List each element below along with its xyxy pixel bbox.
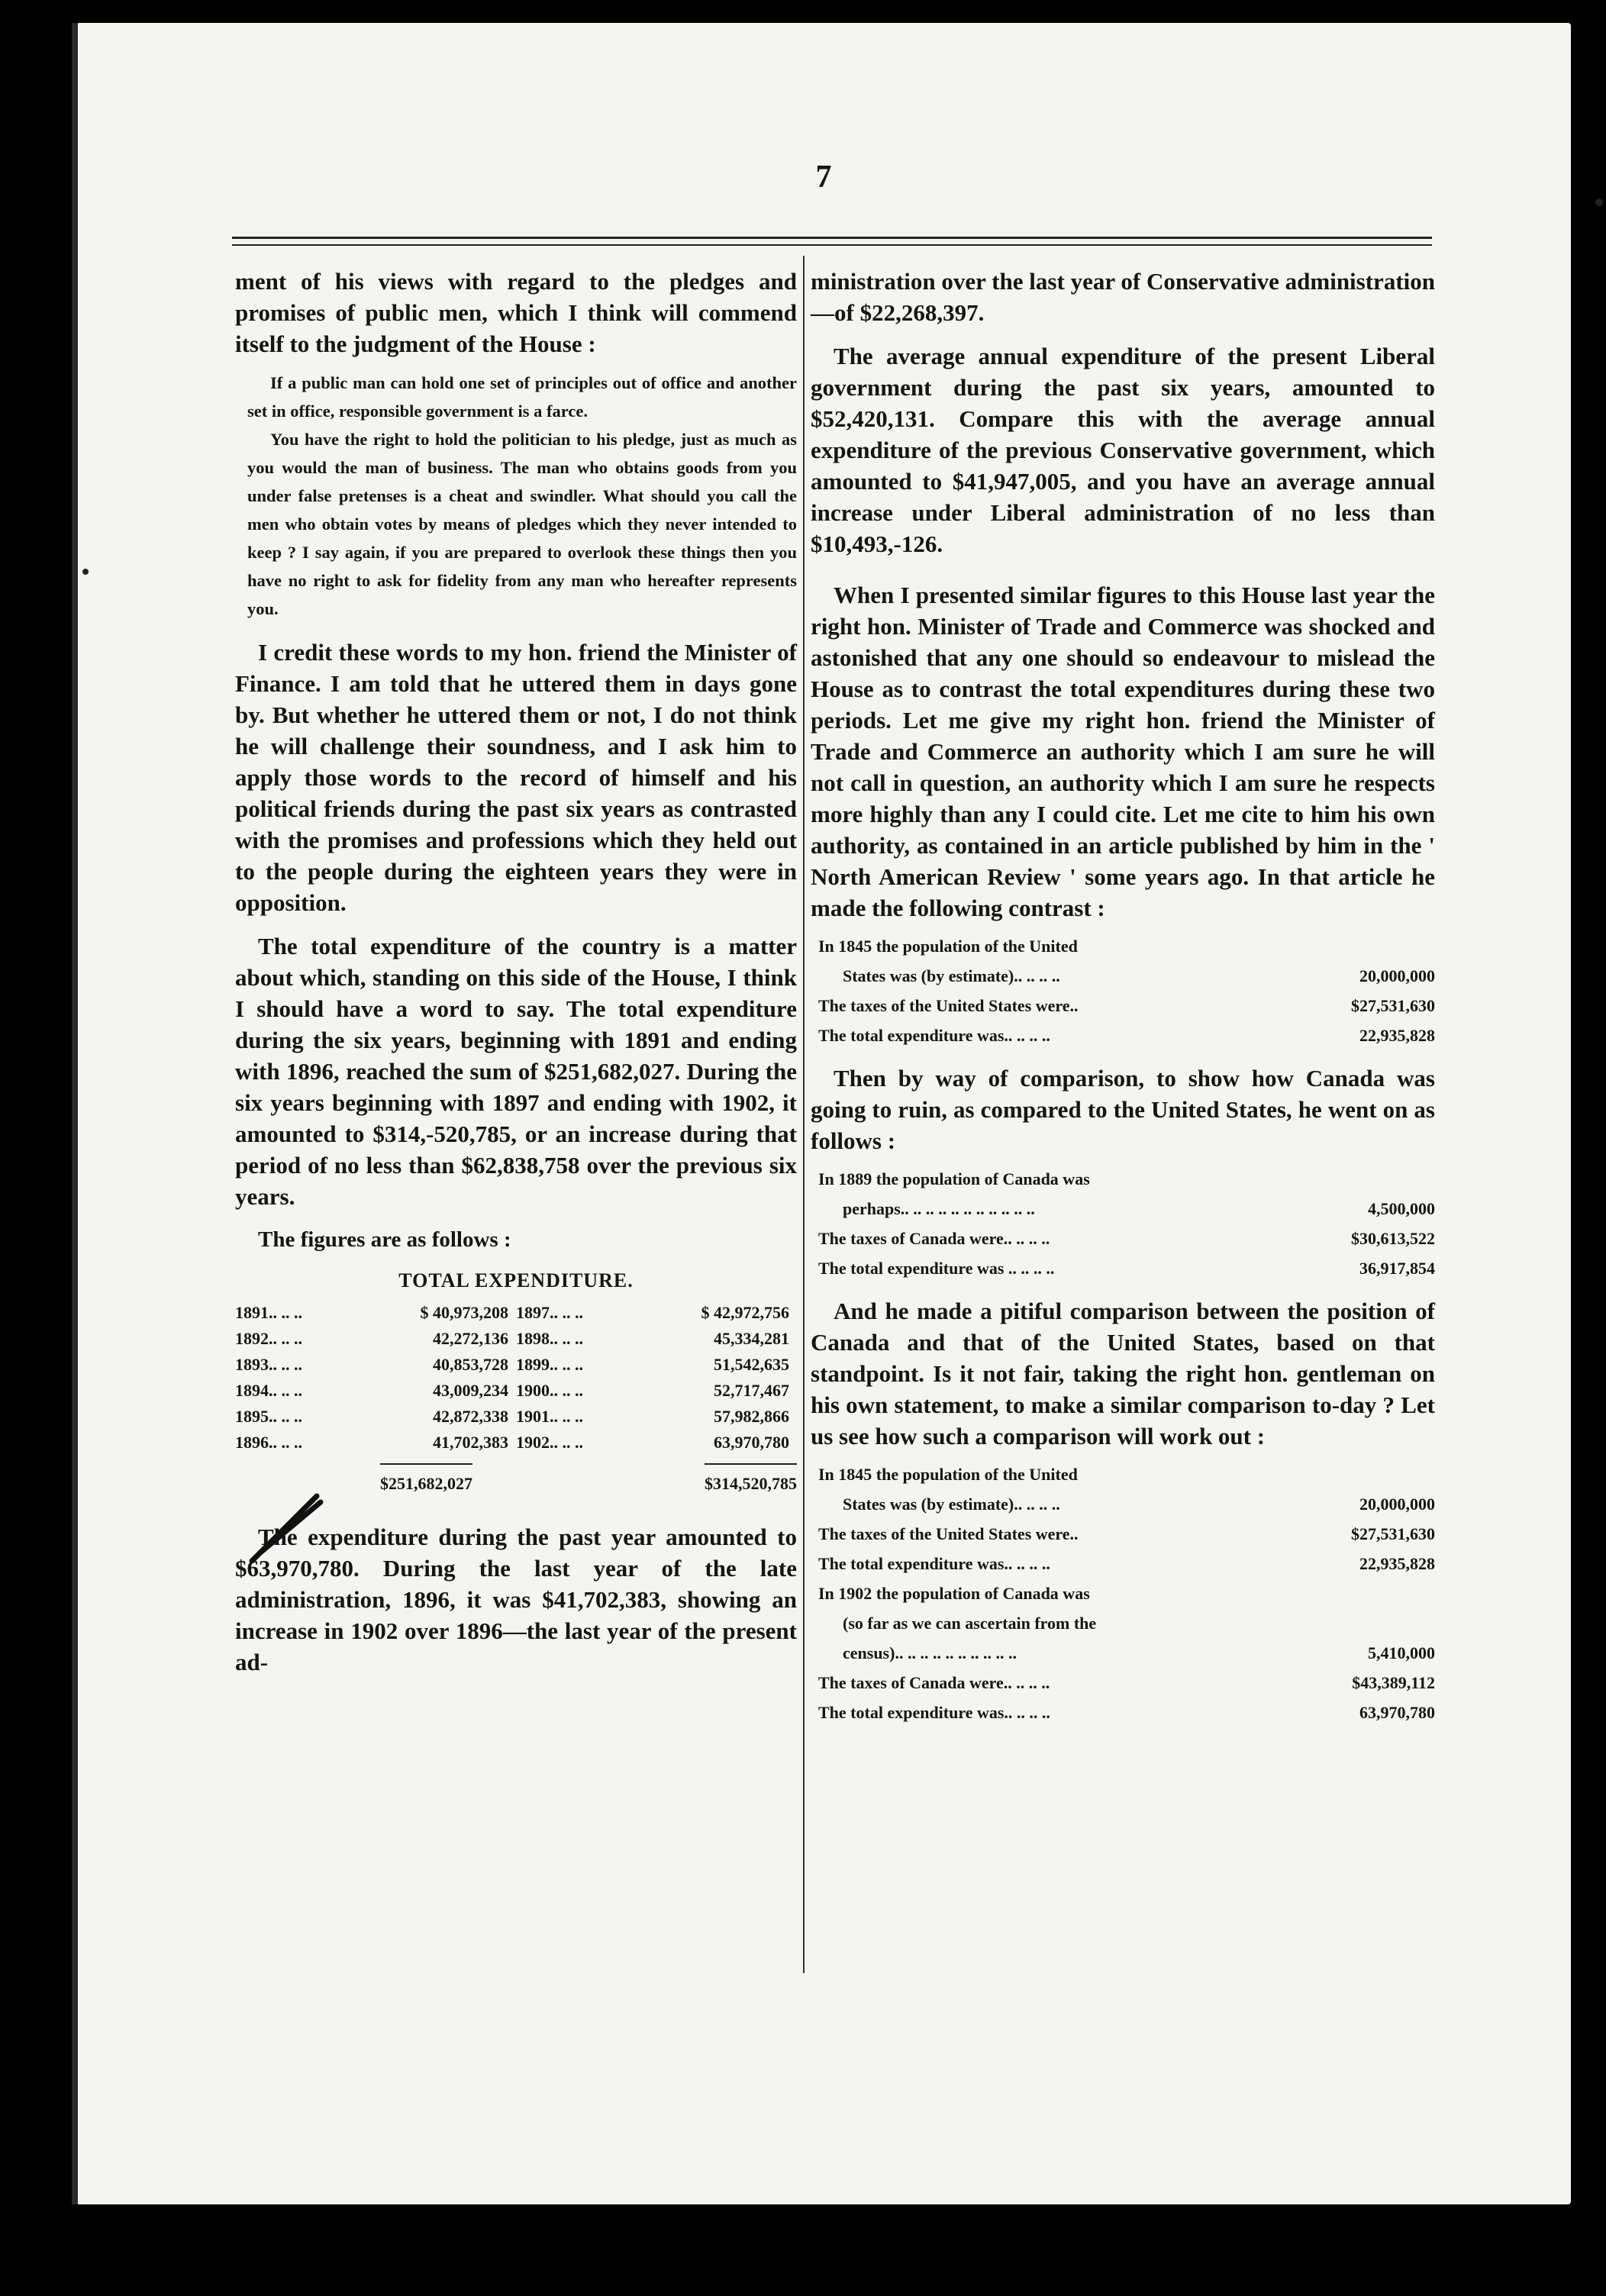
paragraph: The average annual expenditure of the present Liberal government during the past six years, amounted to $52,420,131. Compare this with the average annual expenditure of the previous Conservative government, which amounted to $41,947,005, and you have an average annual increase under Liberal administration of no less than $10,493,-126. <box>811 343 1435 557</box>
stat-label: perhaps.. .. .. .. .. .. .. .. .. .. .. <box>843 1199 1035 1218</box>
amount-cell: $ 42,972,756 <box>701 1303 789 1322</box>
document-page <box>76 23 1571 2204</box>
stat-label: census).. .. .. .. .. .. .. .. .. .. <box>843 1643 1017 1662</box>
stat-row <box>818 1668 1435 1698</box>
year-cell: 1891.. .. .. <box>235 1303 302 1322</box>
stat-value: 63,970,780 <box>1359 1703 1435 1722</box>
quote-paragraph: If a public man can hold one set of principles out of office and another set in office, responsible government is a farce. <box>247 373 797 421</box>
stat-label: The total expenditure was .. .. .. .. <box>818 1259 1055 1278</box>
stat-label: In 1845 the population of the United <box>818 1465 1078 1484</box>
stat-label: The taxes of Canada were.. .. .. .. <box>818 1229 1050 1248</box>
stat-row <box>818 931 1435 961</box>
table-title: TOTAL EXPENDITURE. <box>398 1269 634 1292</box>
stat-value: $27,531,630 <box>1351 996 1435 1015</box>
stat-row <box>818 1489 1435 1519</box>
year-cell: 1899.. .. .. <box>515 1355 583 1374</box>
stat-row <box>818 1194 1435 1224</box>
stat-row <box>818 1578 1435 1608</box>
amount-cell: 40,853,728 <box>432 1355 508 1374</box>
stat-label: The taxes of the United States were.. <box>818 1524 1079 1543</box>
amount-cell: 45,334,281 <box>714 1329 789 1348</box>
amount-cell: 43,009,234 <box>432 1381 508 1400</box>
block-quote <box>247 369 797 623</box>
margin-dot <box>82 569 89 575</box>
expenditure-table <box>235 1300 797 1456</box>
stat-row <box>818 1253 1435 1283</box>
amount-cell: 42,872,338 <box>432 1407 508 1426</box>
year-cell: 1896.. .. .. <box>235 1433 302 1452</box>
stat-row <box>818 1549 1435 1578</box>
stat-value: $30,613,522 <box>1351 1229 1435 1248</box>
stat-row <box>818 1608 1435 1638</box>
stat-value: 22,935,828 <box>1359 1554 1435 1573</box>
amount-cell: 41,702,383 <box>432 1433 508 1452</box>
year-cell: 1892.. .. .. <box>235 1329 302 1348</box>
amount-cell: 52,717,467 <box>714 1381 789 1400</box>
stat-label: States was (by estimate).. .. .. .. <box>843 966 1060 985</box>
year-cell: 1894.. .. .. <box>235 1381 302 1400</box>
stat-value: $27,531,630 <box>1351 1524 1435 1543</box>
year-cell: 1901.. .. .. <box>515 1407 583 1426</box>
table-row <box>235 1352 797 1378</box>
paragraph: Then by way of comparison, to show how Canada was going to ruin, as compared to the United States, he went on as follows : <box>811 1065 1435 1154</box>
total-1891-1896: $251,682,027 <box>380 1463 472 1494</box>
header-rule <box>232 237 1432 239</box>
stat-value: 4,500,000 <box>1368 1199 1435 1218</box>
year-cell: 1898.. .. .. <box>515 1329 583 1348</box>
stat-value: 22,935,828 <box>1359 1026 1435 1045</box>
binding-gutter <box>72 23 78 2204</box>
stat-row <box>818 991 1435 1021</box>
statistics-block <box>818 1164 1435 1283</box>
amount-cell: 63,970,780 <box>714 1433 789 1452</box>
year-cell: 1897.. .. .. <box>515 1303 583 1322</box>
table-row <box>235 1300 797 1326</box>
statistics-block <box>818 1459 1435 1727</box>
table-row <box>235 1430 797 1456</box>
stat-row <box>818 1224 1435 1253</box>
stat-row <box>818 1459 1435 1489</box>
year-cell: 1900.. .. .. <box>515 1381 583 1400</box>
stat-label: States was (by estimate).. .. .. .. <box>843 1495 1060 1514</box>
amount-cell: 42,272,136 <box>432 1329 508 1348</box>
stat-label: (so far as we can ascertain from the <box>843 1614 1097 1633</box>
stat-label: The taxes of the United States were.. <box>818 996 1079 1015</box>
amount-cell: $ 40,973,208 <box>420 1303 508 1322</box>
stat-label: The total expenditure was.. .. .. .. <box>818 1026 1050 1045</box>
pen-mark-icon <box>244 1488 328 1565</box>
stat-row <box>818 1021 1435 1050</box>
quote-paragraph: You have the right to hold the politician to his pledge, just as much as you would the man of business. The man who obtains goods from you under false pretenses is a cheat and swindler. What should you call the men who obtain votes by means of pledges which they never intended to keep ? I say again, if you are prepared to overlook these things then you have no right to ask for fidelity from any man who hereafter represents you. <box>247 430 797 618</box>
header-rule-thin <box>232 244 1432 246</box>
stat-label: The total expenditure was.. .. .. .. <box>818 1703 1050 1722</box>
page-number: 7 <box>815 160 832 195</box>
statistics-block <box>818 931 1435 1050</box>
total-1897-1902: $314,520,785 <box>705 1463 797 1494</box>
stat-label: The taxes of Canada were.. .. .. .. <box>818 1673 1050 1692</box>
stat-value: 20,000,000 <box>1359 1495 1435 1514</box>
paragraph: ment of his views with regard to the pledges and promises of public men, which I think will commend itself to the judgment of the House : <box>235 268 797 357</box>
paragraph: I credit these words to my hon. friend the Minister of Finance. I am told that he uttered them in days gone by. But whether he uttered them or not, I do not think he will challenge their soundness, and I ask him to apply those words to the record of himself and his political friends during the past six years as contrasted with the promises and professions which they held out to the people during the eighteen years they were in opposition. <box>235 639 797 916</box>
stat-row <box>818 1164 1435 1194</box>
paragraph: The figures are as follows : <box>258 1227 511 1252</box>
table-row <box>235 1378 797 1404</box>
paragraph: When I presented similar figures to this House last year the right hon. Minister of Trade and Commerce was shocked and astonished that any one should so endeavour to mislead the House as to contrast the total expenditures during these two periods. Let me give my right hon. friend the Minister of Trade and Commerce an authority which I am sure he will not call in question, an authority which I am sure he respects more highly than any I could cite. Let me cite to him his own authority, as contained in an article published by him in the ' North American Review ' some years ago. In that article he made the following contrast : <box>811 582 1435 921</box>
stat-row <box>818 1698 1435 1727</box>
stat-value: 36,917,854 <box>1359 1259 1435 1278</box>
margin-dot <box>1595 198 1603 206</box>
right-column <box>811 266 1435 1740</box>
column-divider <box>803 256 805 1973</box>
amount-cell: 57,982,866 <box>714 1407 789 1426</box>
paragraph: And he made a pitiful comparison between the position of Canada and that of the United States, based on that standpoint. Is it not fair, taking the right hon. gentleman on his own statement, to make a similar comparison to-day ? Let us see how such a comparison will work out : <box>811 1298 1435 1450</box>
stat-label: In 1889 the population of Canada was <box>818 1169 1090 1188</box>
table-row <box>235 1326 797 1352</box>
paragraph: The total expenditure of the country is a matter about which, standing on this side of the House, I think I should have a word to say. The total expenditure during the six years, beginning with 1891 and ending with 1896, reached the sum of $251,682,027. During the six years beginning with 1897 and ending with 1902, it amounted to $314,-520,785, or an increase during that period of no less than $62,838,758 over the previous six years. <box>235 933 797 1210</box>
stat-value: 20,000,000 <box>1359 966 1435 985</box>
stat-row <box>818 1638 1435 1668</box>
stat-label: In 1845 the population of the United <box>818 937 1078 956</box>
year-cell: 1895.. .. .. <box>235 1407 302 1426</box>
paragraph: The expenditure during the past year amounted to $63,970,780. During the last year of the late administration, 1896, it was $41,702,383, showing an increase in 1902 over 1896—the last year of the present ad- <box>235 1524 797 1675</box>
stat-row <box>818 1519 1435 1549</box>
stat-value: 5,410,000 <box>1368 1643 1435 1662</box>
amount-cell: 51,542,635 <box>714 1355 789 1374</box>
year-cell: 1893.. .. .. <box>235 1355 302 1374</box>
table-row <box>235 1404 797 1430</box>
left-column <box>235 266 797 1678</box>
stat-row <box>818 961 1435 991</box>
stat-label: In 1902 the population of Canada was <box>818 1584 1090 1603</box>
year-cell: 1902.. .. .. <box>515 1433 583 1452</box>
stat-value: $43,389,112 <box>1352 1673 1435 1692</box>
paragraph: ministration over the last year of Conservative administration—of $22,268,397. <box>811 268 1435 326</box>
stat-label: The total expenditure was.. .. .. .. <box>818 1554 1050 1573</box>
